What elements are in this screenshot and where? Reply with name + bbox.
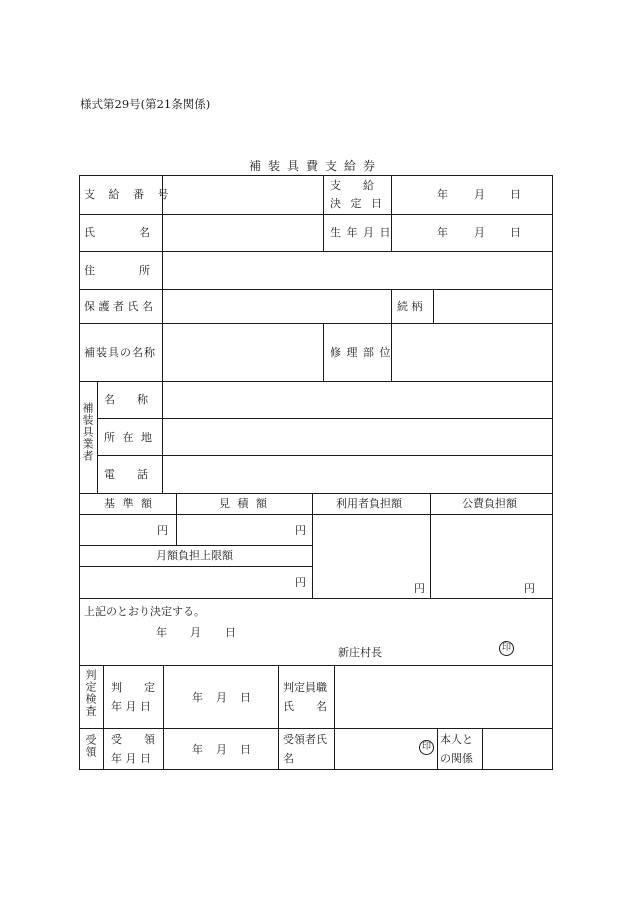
inspection-date-label-line2: 年 月 日 xyxy=(111,700,151,713)
monthly-cap-yen: 円 xyxy=(295,576,306,589)
decision-date-label-line2: 決 定 日 xyxy=(330,197,385,210)
vendor-location-label: 所 在 地 xyxy=(104,431,154,444)
user-burden-yen: 円 xyxy=(414,582,425,595)
signer-title: 新庄村長 xyxy=(338,646,382,659)
receipt-group-label: 受領 xyxy=(84,734,97,758)
receiver-label-line2: 名 xyxy=(283,752,294,765)
inspection-group-label: 判定検査 xyxy=(84,669,97,717)
receipt-day: 日 xyxy=(240,743,251,756)
official-label-line1: 判定員職 xyxy=(283,681,327,694)
receipt-month: 月 xyxy=(216,743,227,756)
official-label-line2: 氏 名 xyxy=(283,700,327,713)
inspection-date-label-line1: 判 定 xyxy=(111,681,155,694)
payment-no-label: 支 給 番 号 xyxy=(84,188,174,201)
estimate-yen: 円 xyxy=(295,524,306,537)
estimate-amount-header: 見 積 額 xyxy=(219,497,269,510)
base-yen: 円 xyxy=(157,524,168,537)
receipt-year: 年 xyxy=(192,743,203,756)
base-amount-header: 基 準 額 xyxy=(104,497,154,510)
birth-month: 月 xyxy=(474,226,485,239)
birth-date-label: 生 年 月 日 xyxy=(330,226,392,239)
public-burden-header: 公費負担額 xyxy=(462,497,517,510)
vendor-phone-label: 電 話 xyxy=(104,468,148,481)
form-title: 補装具費支給券 xyxy=(248,159,382,173)
decision-month: 月 xyxy=(474,188,485,201)
decision-year: 年 xyxy=(437,188,448,201)
device-name-label: 補装具の名称 xyxy=(84,346,156,359)
vendor-group-label: 補装具業者 xyxy=(81,402,94,462)
user-burden-header: 利用者負担額 xyxy=(336,497,402,510)
relation-label-line1: 本人と xyxy=(440,733,473,746)
statement-year: 年 xyxy=(156,626,167,639)
guardian-name-label: 保 護 者 氏 名 xyxy=(84,300,153,313)
form-number: 様式第29号(第21条関係) xyxy=(80,97,211,111)
repair-part-label: 修 理 部 位 xyxy=(330,346,392,359)
receiver-label-line1: 受領者氏 xyxy=(283,733,327,746)
receipt-date-label-line2: 年 月 日 xyxy=(111,752,151,765)
monthly-cap-label: 月額負担上限額 xyxy=(156,549,233,562)
mayor-seal-stamp: 印 xyxy=(499,641,514,656)
relationship-label: 続 柄 xyxy=(397,300,423,313)
inspection-month: 月 xyxy=(216,691,227,704)
name-label: 氏 名 xyxy=(84,226,150,239)
relation-label-line2: の関係 xyxy=(440,752,473,765)
inspection-year: 年 xyxy=(192,691,203,704)
vendor-name-label: 名 称 xyxy=(104,393,148,406)
statement-day: 日 xyxy=(225,626,236,639)
decision-statement: 上記のとおり決定する。 xyxy=(84,605,205,618)
public-burden-yen: 円 xyxy=(524,582,535,595)
decision-date-label-line1: 支 給 xyxy=(330,179,374,192)
receiver-seal-stamp: 印 xyxy=(419,740,434,755)
inspection-day: 日 xyxy=(240,691,251,704)
birth-day: 日 xyxy=(510,226,521,239)
receipt-date-label-line1: 受 領 xyxy=(111,733,155,746)
decision-day: 日 xyxy=(510,188,521,201)
birth-year: 年 xyxy=(437,226,448,239)
statement-month: 月 xyxy=(190,626,201,639)
address-label: 住 所 xyxy=(84,264,150,277)
